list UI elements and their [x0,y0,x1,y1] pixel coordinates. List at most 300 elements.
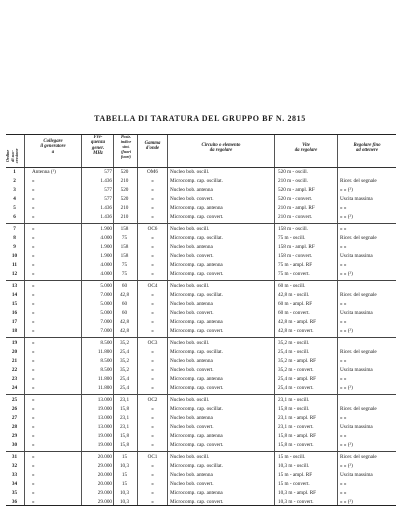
dial-position: 15,8 [119,442,130,448]
band-name: » [151,367,154,373]
band-name: » [151,499,154,505]
step-number: 22 [11,367,18,373]
table-header [6,135,396,168]
table-row [6,291,396,300]
table-row [6,195,396,204]
band-name: » [151,301,154,307]
dial-position: 158 [120,244,129,250]
frequency-value: 1.900 [100,226,112,232]
page-title: TABELLA DI TARATURA DEL GRUPPO BF N. 2815 [94,114,306,123]
generator-connection: » [32,196,35,202]
band-name: OM6 [147,169,158,175]
frequency-value: 5.000 [100,310,112,316]
dial-position: 35,2 [119,358,130,364]
adjust-target: Uscita massima [340,424,373,430]
circuit-element: Nucleo bob. convert. [170,253,214,259]
adjust-screw: 210 m - oscill. [278,178,308,184]
table-row [6,375,396,384]
circuit-element: Nucleo bob. antenna [170,244,213,250]
adjust-screw: 15 m - oscill. [278,454,306,460]
table-row [6,357,396,366]
circuit-element: Nucleo bob. convert. [170,310,214,316]
band-name: » [151,442,154,448]
header-order-label: Ordine di suc- cessione [5,148,20,164]
step-number: 6 [13,214,16,220]
band-name: » [151,433,154,439]
generator-connection: » [32,424,35,430]
frequency-value: 19.000 [97,433,112,439]
generator-connection: » [32,499,35,505]
adjust-screw: 15 m - ampl. RF [278,472,313,478]
generator-connection: » [32,367,35,373]
circuit-element: Nucleo bob. antenna [170,472,213,478]
header-adjust: Regolare fino ad ottenere [353,143,381,154]
table-row [6,177,396,186]
circuit-element: Microcomp. cap. convert. [170,499,224,505]
table-row [6,480,396,489]
frequency-value: 29.000 [97,499,112,505]
frequency-value: 7.000 [100,319,112,325]
dial-position: 15 [121,454,128,460]
table-row [6,261,396,270]
table-row [6,384,396,393]
band-name: » [151,310,154,316]
table-row [6,186,396,195]
band-name: » [151,205,154,211]
adjust-target: Ricer. del segnale [340,235,377,241]
frequency-value: 13.000 [97,415,112,421]
band-name: » [151,415,154,421]
step-number: 32 [11,463,18,469]
circuit-element: Nucleo bob. antenna [170,415,213,421]
generator-connection: » [32,205,35,211]
table-row [6,489,396,498]
adjust-target: » » [340,415,347,421]
dial-position: 520 [120,196,129,202]
table-row [6,270,396,279]
generator-connection: » [32,385,35,391]
generator-connection: » [32,349,35,355]
frequency-value: 1.900 [100,253,112,259]
circuit-element: Microcomp. cap. oscillat. [170,349,223,355]
dial-position: 60 [121,283,128,289]
generator-connection: » [32,226,35,232]
circuit-element: Microcomp. cap. antenna [170,376,223,382]
band-name: OC3 [147,340,158,346]
header-screw: Vite da regolare [294,143,318,154]
adjust-screw: 25,4 m - oscill. [278,349,310,355]
dial-position: 10,3 [119,490,130,496]
adjust-target: » » [340,244,347,250]
band-name: » [151,472,154,478]
adjust-screw: 15,8 m - convert. [278,442,314,448]
table-row [6,252,396,261]
adjust-screw: 60 m - oscill. [278,283,306,289]
step-number: 23 [11,376,18,382]
group-separator [6,337,396,338]
frequency-value: 8.500 [100,340,112,346]
table-row [6,300,396,309]
table-row [6,405,396,414]
circuit-element: Microcomp. cap. convert. [170,271,224,277]
adjust-target: Ricer. del segnale [340,406,377,412]
frequency-value: 20.000 [97,472,112,478]
step-number: 18 [11,328,18,334]
step-number: 25 [11,397,18,403]
circuit-element: Nucleo bob. oscill. [170,340,210,346]
generator-connection: » [32,433,35,439]
table-row [6,462,396,471]
generator-connection: » [32,262,35,268]
band-name: » [151,358,154,364]
table-row [6,327,396,336]
frequency-value: 13.000 [97,397,112,403]
step-number: 9 [13,244,16,250]
adjust-screw: 10,3 m - convert. [278,499,314,505]
band-name: » [151,463,154,469]
band-name: » [151,481,154,487]
frequency-value: 29.000 [97,463,112,469]
table-row [6,213,396,222]
adjust-target: » » [340,358,347,364]
circuit-element: Microcomp. cap. antenna [170,205,223,211]
frequency-value: 577 [104,196,112,202]
step-number: 29 [11,433,18,439]
circuit-element: Microcomp. cap. oscillat. [170,292,223,298]
frequency-value: 20.000 [97,481,112,487]
adjust-target: » » (²) [340,187,353,193]
dial-position: 520 [120,187,129,193]
table-row [6,498,396,507]
dial-position: 42,8 [119,328,130,334]
generator-connection: » [32,292,35,298]
generator-connection: » [32,442,35,448]
table-row [6,339,396,348]
band-name: OC2 [147,397,158,403]
adjust-screw: 75 m - oscill. [278,235,306,241]
step-number: 17 [11,319,18,325]
band-name: OC6 [147,226,158,232]
circuit-element: Microcomp. cap. oscillat. [170,463,223,469]
generator-connection: » [32,376,35,382]
adjust-screw: 158 m - oscill. [278,226,308,232]
circuit-element: Nucleo bob. convert. [170,481,214,487]
band-name: » [151,424,154,430]
adjust-screw: 23,1 m - ampl. RF [278,415,317,421]
circuit-element: Nucleo bob. antenna [170,358,213,364]
adjust-target: Ricer. del segnale [340,292,377,298]
circuit-element: Nucleo bob. oscill. [170,226,210,232]
band-name: » [151,214,154,220]
step-number: 31 [11,454,18,460]
circuit-element: Microcomp. cap. antenna [170,319,223,325]
adjust-screw: 520 m - convert. [278,196,313,202]
circuit-element: Nucleo bob. oscill. [170,397,210,403]
circuit-element: Nucleo bob. oscill. [170,283,210,289]
adjust-target: Uscita massima [340,310,373,316]
step-number: 27 [11,415,18,421]
band-name: OC4 [147,283,158,289]
adjust-screw: 520 m - oscill. [278,169,308,175]
header-band: Gamma d'onde [144,141,161,152]
table-row [6,453,396,462]
adjust-target: Ricer. del segnale [340,454,377,460]
dial-position: 10,3 [119,463,130,469]
table-row [6,423,396,432]
frequency-value: 1.436 [100,178,112,184]
step-number: 30 [11,442,18,448]
calibration-table [6,134,396,506]
table-row [6,432,396,441]
adjust-screw: 210 m - convert. [278,214,313,220]
adjust-screw: 25,4 m - convert. [278,385,314,391]
band-name: » [151,328,154,334]
frequency-value: 20.000 [97,454,112,460]
adjust-screw: 23,1 m - oscill. [278,397,310,403]
band-name: » [151,178,154,184]
table-row [6,225,396,234]
step-number: 5 [13,205,16,211]
generator-connection: » [32,283,35,289]
frequency-value: 7.000 [100,328,112,334]
generator-connection: » [32,490,35,496]
adjust-target: » » (²) [340,214,353,220]
generator-connection: » [32,454,35,460]
frequency-value: 577 [104,169,112,175]
dial-position: 25,4 [119,376,130,382]
header-dial-position: Posiz. indice sint. (fuori fuori) [120,134,132,159]
table-row [6,282,396,291]
adjust-screw: 10,3 m - ampl. RF [278,490,317,496]
step-number: 14 [11,292,18,298]
generator-connection: » [32,481,35,487]
band-name: » [151,271,154,277]
generator-connection: Antenna (¹) [32,169,56,175]
adjust-target: » » [340,262,347,268]
generator-connection: » [32,214,35,220]
frequency-value: 11.800 [97,376,112,382]
adjust-screw: 158 m - ampl. RF [278,244,315,250]
adjust-screw: 210 m - ampl. RF [278,205,315,211]
adjust-target: » » (²) [340,271,353,277]
adjust-target: Uscita massima [340,253,373,259]
generator-connection: » [32,319,35,325]
band-name: OC1 [147,454,158,460]
generator-connection: » [32,415,35,421]
step-number: 21 [11,358,18,364]
group-separator [6,223,396,224]
generator-connection: » [32,310,35,316]
circuit-element: Microcomp. cap. convert. [170,214,224,220]
table-row [6,234,396,243]
dial-position: 210 [120,214,129,220]
dial-position: 60 [121,310,128,316]
frequency-value: 7.000 [100,292,112,298]
step-number: 10 [11,253,18,259]
dial-position: 42,8 [119,292,130,298]
table-row [6,366,396,375]
step-number: 20 [11,349,18,355]
adjust-target: » » [340,226,347,232]
generator-connection: » [32,397,35,403]
header-generator: Collegare il generatore a [40,139,66,155]
adjust-screw: 42,8 m - ampl. RF [278,319,317,325]
band-name: » [151,385,154,391]
dial-position: 60 [121,301,128,307]
adjust-target: » » (²) [340,328,353,334]
circuit-element: Nucleo bob. oscill. [170,454,210,460]
circuit-element: Microcomp. cap. antenna [170,490,223,496]
circuit-element: Microcomp. cap. convert. [170,385,224,391]
adjust-screw: 42,8 m - convert. [278,328,314,334]
circuit-element: Microcomp. cap. convert. [170,328,224,334]
step-number: 12 [11,271,18,277]
frequency-value: 1.436 [100,214,112,220]
adjust-target: » » [340,205,347,211]
band-name: » [151,196,154,202]
step-number: 1 [13,169,16,175]
table-row [6,396,396,405]
adjust-screw: 75 m - ampl. RF [278,262,313,268]
adjust-target: » » (²) [340,385,353,391]
band-name: » [151,253,154,259]
adjust-screw: 25,4 m - ampl. RF [278,376,317,382]
adjust-screw: 15 m - convert. [278,481,310,487]
adjust-screw: 60 m - convert. [278,310,310,316]
frequency-value: 8.500 [100,358,112,364]
circuit-element: Microcomp. cap. antenna [170,262,223,268]
circuit-element: Microcomp. cap. oscillat. [170,235,223,241]
dial-position: 15 [121,481,128,487]
step-number: 16 [11,310,18,316]
band-name: » [151,376,154,382]
step-number: 11 [12,262,17,268]
dial-position: 158 [120,226,129,232]
step-number: 7 [13,226,16,232]
table-row [6,168,396,177]
generator-connection: » [32,235,35,241]
adjust-target: » » [340,376,347,382]
table-row [6,318,396,327]
adjust-target: » » [340,301,347,307]
circuit-element: Microcomp. cap. antenna [170,433,223,439]
frequency-value: 4.000 [100,271,112,277]
adjust-screw: 75 m - convert. [278,271,310,277]
table-row [6,204,396,213]
adjust-screw: 42,8 m - oscill. [278,292,310,298]
dial-position: 23,1 [119,424,130,430]
adjust-target: Ricer. del segnale [340,349,377,355]
generator-connection: » [32,244,35,250]
band-name: » [151,244,154,250]
frequency-value: 11.800 [97,349,112,355]
table-row [6,243,396,252]
step-number: 28 [11,424,18,430]
adjust-screw: 15,8 m - ampl. RF [278,433,317,439]
adjust-target: Uscita massima [340,472,373,478]
dial-position: 15 [121,472,128,478]
adjust-screw: 35,2 m - oscill. [278,340,310,346]
adjust-target: » » [340,481,347,487]
frequency-value: 4.000 [100,262,112,268]
step-number: 8 [13,235,16,241]
frequency-value: 4.000 [100,235,112,241]
dial-position: 158 [120,253,129,259]
band-name: » [151,349,154,355]
group-separator [6,280,396,281]
step-number: 4 [13,196,16,202]
dial-position: 35,2 [119,340,130,346]
adjust-target: Uscita massima [340,196,373,202]
generator-connection: » [32,358,35,364]
generator-connection: » [32,406,35,412]
frequency-value: 11.800 [97,385,112,391]
generator-connection: » [32,472,35,478]
dial-position: 23,1 [119,415,130,421]
adjust-target: Ricer. del segnale [340,178,377,184]
circuit-element: Nucleo bob. oscill. [170,169,210,175]
dial-position: 520 [120,169,129,175]
circuit-element: Nucleo bob. convert. [170,367,214,373]
band-name: » [151,187,154,193]
dial-position: 75 [121,262,128,268]
step-number: 19 [11,340,18,346]
adjust-screw: 520 m - ampl. RF [278,187,315,193]
dial-position: 25,4 [119,385,130,391]
adjust-screw: 60 m - ampl. RF [278,301,313,307]
dial-position: 35,2 [119,367,130,373]
step-number: 24 [11,385,18,391]
step-number: 34 [11,481,18,487]
adjust-target: » » [340,490,347,496]
dial-position: 15,8 [119,406,130,412]
dial-position: 10,3 [119,499,130,505]
table-row [6,309,396,318]
generator-connection: » [32,187,35,193]
dial-position: 210 [120,178,129,184]
generator-connection: » [32,463,35,469]
adjust-target: Uscita massima [340,367,373,373]
circuit-element: Nucleo bob. antenna [170,301,213,307]
generator-connection: » [32,271,35,277]
header-frequency: Fre- quenza gener. MHz [90,135,106,157]
frequency-value: 13.000 [97,424,112,430]
frequency-value: 5.000 [100,301,112,307]
dial-position: 23,1 [119,397,130,403]
step-number: 13 [11,283,18,289]
table-row [6,414,396,423]
frequency-value: 19.000 [97,406,112,412]
frequency-value: 19.000 [97,442,112,448]
band-name: » [151,262,154,268]
band-name: » [151,490,154,496]
group-separator [6,394,396,395]
table-row [6,471,396,480]
band-name: » [151,319,154,325]
dial-position: 210 [120,205,129,211]
frequency-value: 1.436 [100,205,112,211]
circuit-element: Microcomp. cap. oscillat. [170,406,223,412]
circuit-element: Nucleo bob. convert. [170,196,214,202]
dial-position: 25,4 [119,349,130,355]
step-number: 15 [11,301,18,307]
adjust-screw: 23,1 m - convert. [278,424,314,430]
frequency-value: 1.900 [100,244,112,250]
adjust-target: » » (²) [340,499,353,505]
adjust-target: » » (²) [340,463,353,469]
generator-connection: » [32,301,35,307]
dial-position: 15,8 [119,433,130,439]
